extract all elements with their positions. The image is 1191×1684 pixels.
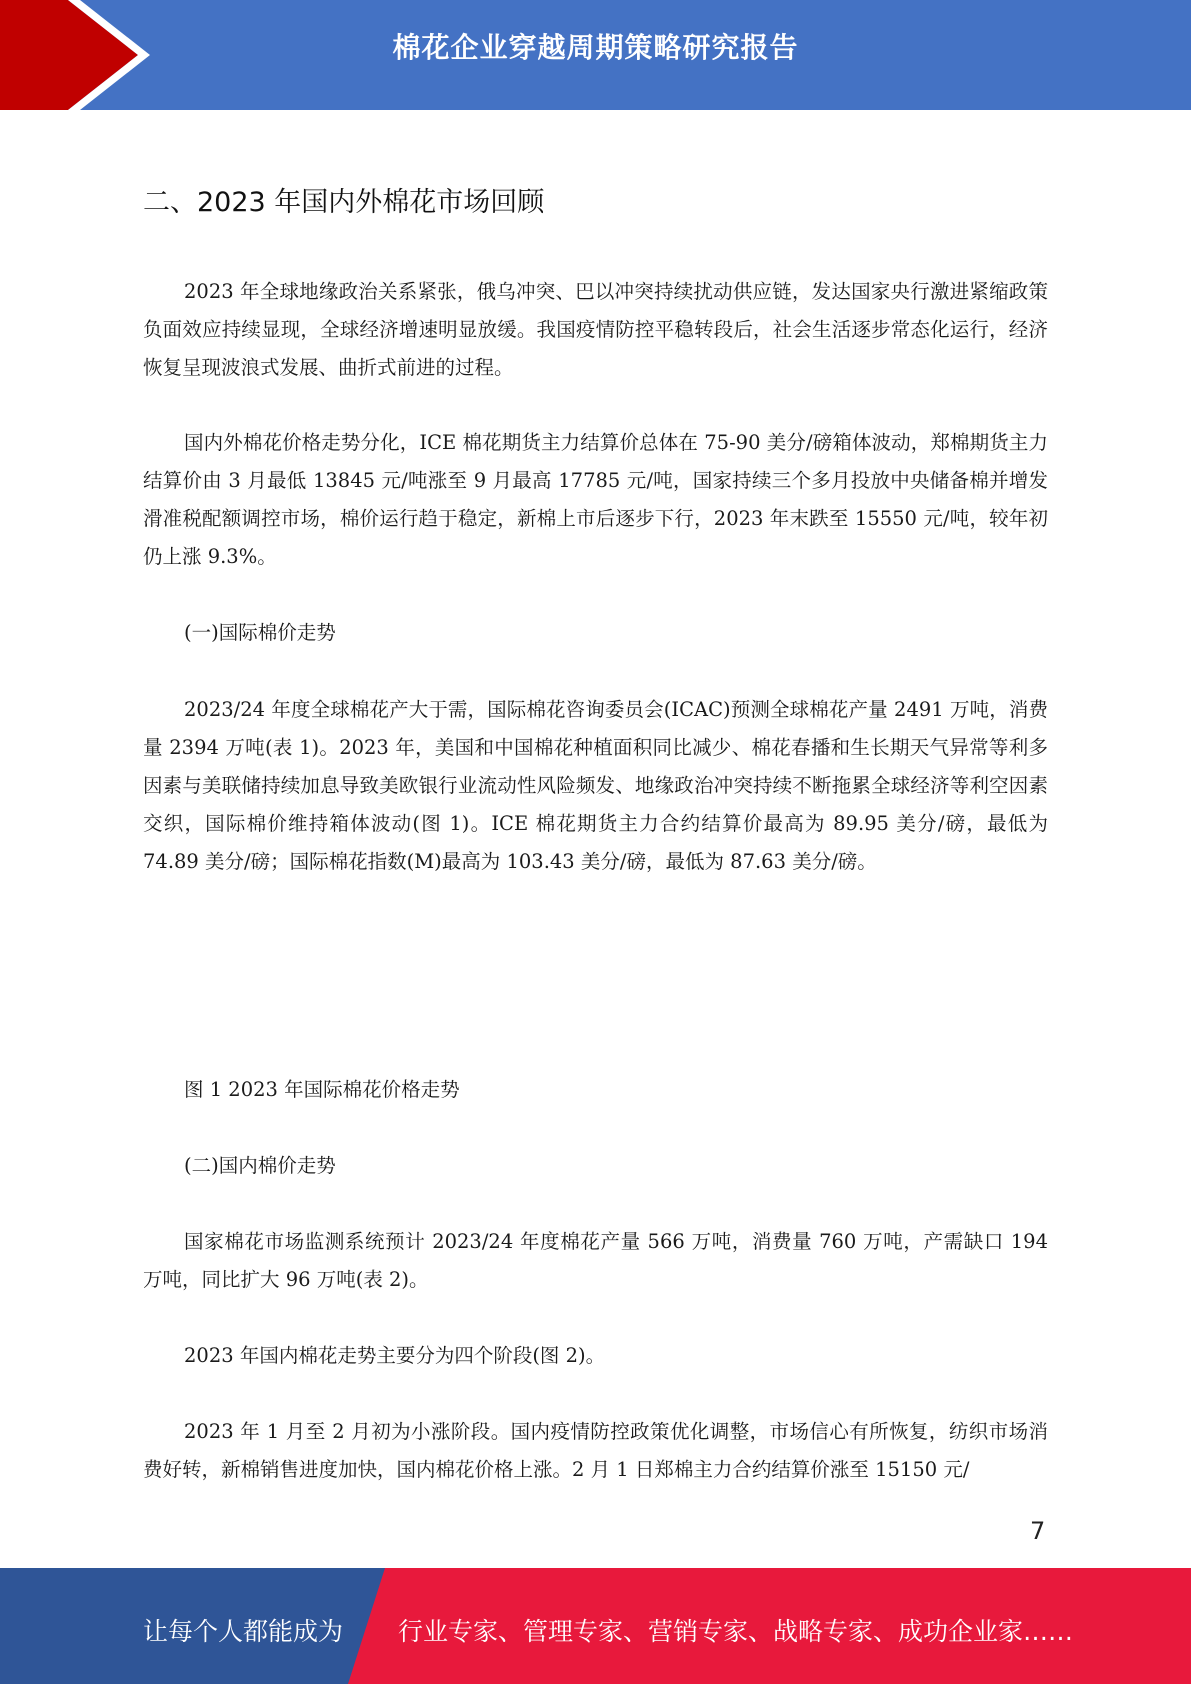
subheading-international-prices: (一)国际棉价走势 [184,621,336,644]
page-number: 7 [1030,1517,1046,1545]
paragraph-price-divergence: 国内外棉花价格走势分化，ICE 棉花期货主力结算价总体在 75-90 美分/磅箱体波动，郑棉期货主力结算价由 3 月最低 13845 元/吨涨至 9 月最高 17785 元/吨，国家持续三个多月投放中央储备棉并增发滑准税配额调控市场，棉价运行趋于稳定，新棉上市后逐步下行，2023 年末跌至 15550 元/吨，较年初仍上涨 9.3%。 [143,431,1048,568]
report-title: 棉花企业穿越周期策略研究报告 [392,31,799,64]
paragraph-stage-one: 2023 年 1 月至 2 月初为小涨阶段。国内疫情防控政策优化调整，市场信心有所恢复，纺织市场消费好转，新棉销售进度加快，国内棉花价格上涨。2 月 1 日郑棉主力合约结算价涨至 15150 元/ [143,1420,1048,1481]
paragraph-global-context: 2023 年全球地缘政治关系紧张，俄乌冲突、巴以冲突持续扰动供应链，发达国家央行激进紧缩政策负面效应持续显现，全球经济增速明显放缓。我国疫情防控平稳转段后，社会生活逐步常态化运行，经济恢复呈现波浪式发展、曲折式前进的过程。 [143,280,1048,379]
figure-1-caption: 图 1 2023 年国际棉花价格走势 [184,1078,460,1101]
paragraph-four-stages: 2023 年国内棉花走势主要分为四个阶段(图 2)。 [184,1344,606,1367]
footer-slogan-left: 让每个人都能成为 [143,1617,344,1646]
paragraph-international-market: 2023/24 年度全球棉花产大于需，国际棉花咨询委员会(ICAC)预测全球棉花产量 2491 万吨，消费量 2394 万吨(表 1)。2023 年，美国和中国棉花种植面积同比减少、棉花春播和生长期天气异常等利多因素与美联储持续加息导致美欧银行业流动性风险频发、地缘政治冲突持续不断拖累全球经济等利空因素交织，国际棉价维持箱体波动(图 1)。ICE 棉花期货主力合约结算价最高为 89.95 美分/磅，最低为 74.89 美分/磅；国际棉花指数(M)最高为 103.43 美分/磅，最低为 87.63 美分/磅。 [143,698,1048,873]
paragraph-domestic-balance: 国家棉花市场监测系统预计 2023/24 年度棉花产量 566 万吨，消费量 760 万吨，产需缺口 194 万吨，同比扩大 96 万吨(表 2)。 [143,1230,1048,1291]
section-heading: 二、2023 年国内外棉花市场回顾 [143,187,545,218]
subheading-domestic-prices: (二)国内棉价走势 [184,1154,336,1177]
footer-slogan-right: 行业专家、管理专家、营销专家、战略专家、成功企业家…… [398,1617,1074,1646]
